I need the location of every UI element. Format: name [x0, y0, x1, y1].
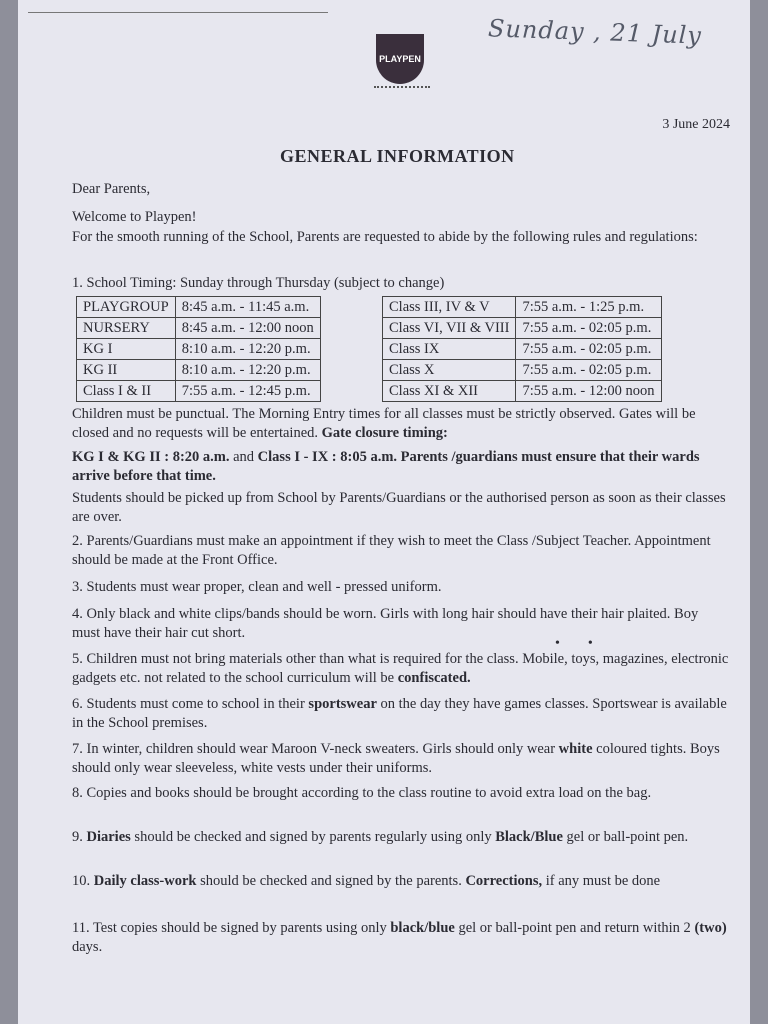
- timing-time-cell: 8:10 a.m. - 12:20 p.m.: [175, 360, 320, 381]
- timing-table-left: [76, 296, 321, 402]
- logo-text: PLAYPEN: [379, 54, 421, 64]
- rule-10: [72, 872, 730, 891]
- timing-row: [383, 318, 662, 339]
- rule-10-num: 10.: [72, 873, 91, 889]
- intro-paragraph: For the smooth running of the School, Parents are requested to abide by the following rules and regulations:: [72, 229, 698, 245]
- rule-5-text: 5. Children must not bring materials other than what is required for the class. Mobile, toys, magazines, electronic gadgets etc. not related to the school curriculum will be: [72, 651, 729, 686]
- gate-closure-times: [72, 448, 730, 486]
- timing-time-cell: 7:55 a.m. - 02:05 p.m.: [516, 318, 661, 339]
- rule-10-bold-a: Daily class-work: [93, 873, 197, 889]
- rule-11-text-c: days.: [72, 939, 103, 955]
- timing-class-cell: Class IX: [383, 339, 516, 360]
- timing-class-cell: Class XI & XII: [383, 381, 516, 402]
- rule-6: [72, 695, 730, 733]
- timing-class-cell: KG II: [77, 360, 176, 381]
- timing-row: [77, 297, 321, 318]
- rule-5: [72, 650, 730, 688]
- timing-row: [77, 339, 321, 360]
- rule-9: [72, 828, 730, 847]
- rule-11-text-b: gel or ball-point pen and return within 2: [458, 920, 691, 936]
- gate-kg: KG I & KG II : 8:20 a.m.: [72, 449, 230, 465]
- timing-row: [383, 339, 662, 360]
- timing-time-cell: 7:55 a.m. - 02:05 p.m.: [516, 339, 661, 360]
- rule-10-text-b: if any must be done: [545, 873, 661, 889]
- timing-heading: 1. School Timing: Sunday through Thursday (subject to change): [72, 275, 445, 291]
- punctual-text: Children must be punctual. The Morning Entry times for all classes must be strictly observed. Gates will be closed and no requests will be entertained.: [72, 406, 696, 441]
- timing-row: [383, 360, 662, 381]
- salutation: Dear Parents,: [72, 181, 151, 197]
- rule-3: 3. Students must wear proper, clean and well - pressed uniform.: [72, 579, 442, 595]
- timing-class-cell: KG I: [77, 339, 176, 360]
- rule-6-text-b: on the day they have games classes. Sportswear is available in the School premises.: [72, 696, 727, 731]
- timing-row: [77, 381, 321, 402]
- rule-11-bold-a: black/blue: [390, 920, 455, 936]
- timing-time-cell: 7:55 a.m. - 12:00 noon: [516, 381, 661, 402]
- letter-date: 3 June 2024: [662, 117, 730, 132]
- rule-10-text-a: should be checked and signed by the parents.: [200, 873, 462, 889]
- timing-row: [77, 318, 321, 339]
- timing-time-cell: 8:45 a.m. - 11:45 a.m.: [175, 297, 320, 318]
- rule-11-text-a: 11. Test copies should be signed by parents using only: [72, 920, 387, 936]
- timing-class-cell: Class III, IV & V: [383, 297, 516, 318]
- rule-2: 2. Parents/Guardians must make an appointment if they wish to meet the Class /Subject Teacher. Appointment should be made at the Front Office.: [72, 533, 711, 568]
- welcome-line: Welcome to Playpen!: [72, 209, 197, 225]
- timing-time-cell: 7:55 a.m. - 1:25 p.m.: [516, 297, 661, 318]
- stray-dots: • •: [555, 636, 593, 651]
- rule-4: 4. Only black and white clips/bands should be worn. Girls with long hair should have their hair plaited. Boy must have their hair cut short.: [72, 606, 699, 641]
- rule-9-text-a: should be checked and signed by parents regularly using only: [134, 829, 492, 845]
- timing-class-cell: Class X: [383, 360, 516, 381]
- rule-7-text-b: coloured tights. Boys should only wear sleeveless, white vests under their uniforms.: [72, 741, 720, 776]
- top-rule: [28, 12, 328, 13]
- rule-7: [72, 740, 730, 778]
- timing-class-cell: Class I & II: [77, 381, 176, 402]
- page-title: GENERAL INFORMATION: [280, 146, 515, 166]
- handwritten-date: Sunday , 21 July: [487, 14, 703, 50]
- school-logo: [376, 34, 424, 84]
- timing-row: [383, 381, 662, 402]
- rule-5-bold: confiscated.: [397, 670, 471, 686]
- punctuality-paragraph: [72, 405, 730, 443]
- rule-10-bold-b: Corrections,: [465, 873, 543, 889]
- timing-row: [383, 297, 662, 318]
- gate-closure-label: Gate closure timing:: [321, 425, 448, 441]
- rule-9-bold-b: Black/Blue: [495, 829, 563, 845]
- timing-class-cell: NURSERY: [77, 318, 176, 339]
- rule-8: 8. Copies and books should be brought according to the class routine to avoid extra load on the bag.: [72, 785, 652, 801]
- timing-class-cell: Class VI, VII & VIII: [383, 318, 516, 339]
- timing-time-cell: 7:55 a.m. - 02:05 p.m.: [516, 360, 661, 381]
- logo-ornament: [374, 86, 430, 96]
- timing-time-cell: 8:10 a.m. - 12:20 p.m.: [175, 339, 320, 360]
- rule-11-bold-b: (two): [694, 920, 727, 936]
- rule-9-num: 9.: [72, 829, 83, 845]
- timing-time-cell: 7:55 a.m. - 12:45 p.m.: [175, 381, 320, 402]
- gate-and: and: [233, 449, 255, 465]
- rule-6-bold: sportswear: [308, 696, 377, 712]
- timing-time-cell: 8:45 a.m. - 12:00 noon: [175, 318, 320, 339]
- gate-class: Class I - IX : 8:05 a.m. Parents /guardians must ensure that their wards arrive before that time.: [72, 449, 700, 484]
- pickup-paragraph: Students should be picked up from School by Parents/Guardians or the authorised person as soon as their classes are over.: [72, 490, 726, 525]
- rule-7-text-a: 7. In winter, children should wear Maroon V-neck sweaters. Girls should only wear: [72, 741, 556, 757]
- timing-table-right: [382, 296, 662, 402]
- rule-9-text-b: gel or ball-point pen.: [566, 829, 689, 845]
- rule-6-text-a: 6. Students must come to school in their: [72, 696, 305, 712]
- timing-class-cell: PLAYGROUP: [77, 297, 176, 318]
- rule-11: [72, 919, 730, 957]
- document-page: [18, 0, 750, 1024]
- timing-row: [77, 360, 321, 381]
- rule-7-bold: white: [558, 741, 593, 757]
- rule-9-bold-a: Diaries: [86, 829, 131, 845]
